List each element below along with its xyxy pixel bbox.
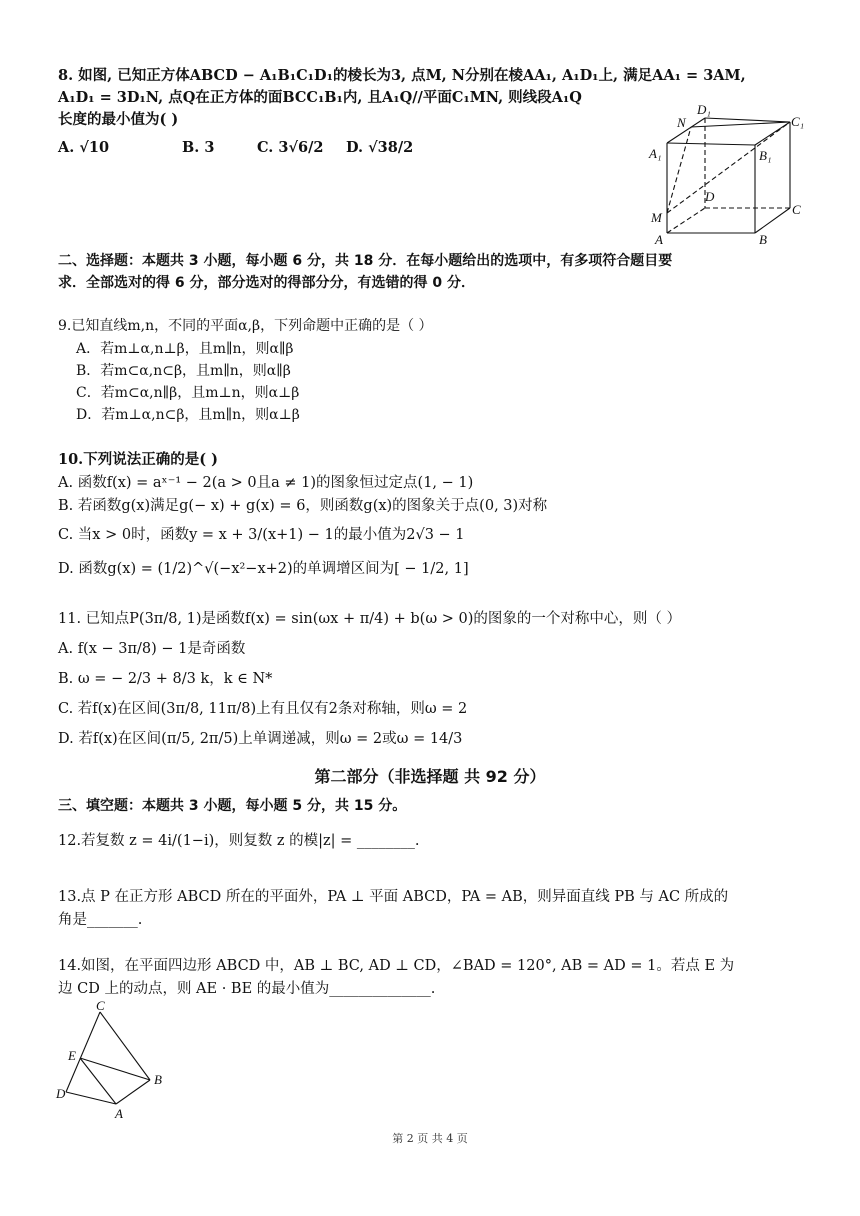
q11-option-a: A. f(x − 3π/8) − 1是奇函数 xyxy=(58,641,246,657)
q9-option-d: D．若m⊥α,n⊂β，且m∥n，则α⊥β xyxy=(76,407,300,423)
q10-option-a: A. 函数f(x) = aˣ⁻¹ − 2(a > 0且a ≠ 1)的图象恒过定点(1, − 1) xyxy=(58,475,474,491)
cube-label-c1: C₁ xyxy=(791,114,805,129)
cube-label-a: A xyxy=(655,232,663,247)
q9-option-a: A．若m⊥α,n⊥β，且m∥n，则α∥β xyxy=(76,341,294,357)
cube-label-b: B xyxy=(759,232,767,247)
part2-title: 第二部分（非选择题 共 92 分） xyxy=(314,767,546,786)
q8-option-c: C. 3√6/2 xyxy=(257,139,324,156)
cube-label-b1: B₁ xyxy=(759,148,772,163)
quad-label-a: A xyxy=(115,1106,123,1121)
quad-label-c: C xyxy=(96,998,105,1013)
cube-label-d1: D₁ xyxy=(697,102,711,117)
q9-stem: 9.已知直线m,n，不同的平面α,β，下列命题中正确的是（ ） xyxy=(58,318,433,334)
q10-stem: 10.下列说法正确的是( ) xyxy=(58,451,218,468)
q8-option-b: B. 3 xyxy=(182,139,215,156)
cube-figure xyxy=(645,98,815,248)
q14-line1: 14.如图，在平面四边形 ABCD 中，AB ⊥ BC, AD ⊥ CD，∠BAD = 120°, AB = AD = 1。若点 E 为 xyxy=(58,958,735,974)
q13-line1: 13.点 P 在正方形 ABCD 所在的平面外，PA ⊥ 平面 ABCD，PA = AB，则异面直线 PB 与 AC 所成的 xyxy=(58,889,729,905)
quadrilateral-figure xyxy=(52,998,182,1123)
q9-option-c: C．若m⊂α,n∥β，且m⊥n，则α⊥β xyxy=(76,385,300,401)
q11-option-d: D. 若f(x)在区间(π/5, 2π/5)上单调递减，则ω = 2或ω = 14/3 xyxy=(58,731,463,747)
q14-line2: 边 CD 上的动点，则 AE · BE 的最小值为______________. xyxy=(58,981,436,997)
cube-label-m: M xyxy=(651,210,662,225)
q11-option-c: C. 若f(x)在区间(3π/8, 11π/8)上有且仅有2条对称轴，则ω = 2 xyxy=(58,701,468,717)
q13-line2: 角是_______. xyxy=(58,912,143,928)
q8-line1: 8. 如图, 已知正方体ABCD − A₁B₁C₁D₁的棱长为3, 点M, N分别在棱AA₁, A₁D₁上, 满足AA₁ = 3AM, xyxy=(58,67,746,84)
cube-label-a1: A₁ xyxy=(649,146,662,161)
quad-label-d: D xyxy=(56,1086,66,1101)
q9-option-b: B．若m⊂α,n⊂β，且m∥n，则α∥β xyxy=(76,363,291,379)
q8-option-a: A. √10 xyxy=(58,139,110,156)
q8-option-d: D. √38/2 xyxy=(346,139,414,156)
section3-title: 三、填空题：本题共 3 小题，每小题 5 分，共 15 分。 xyxy=(58,798,407,814)
q8-line2: A₁D₁ = 3D₁N, 点Q在正方体的面BCC₁B₁内, 且A₁Q//平面C₁MN, 则线段A₁Q xyxy=(58,89,582,106)
quad-label-b: B xyxy=(154,1072,162,1087)
q11-option-b: B. ω = − 2/3 + 8/3 k，k ∈ N* xyxy=(58,671,273,687)
section2-line2: 求．全部选对的得 6 分，部分选对的得部分分，有选错的得 0 分． xyxy=(58,275,475,291)
cube-label-c: C xyxy=(792,202,801,217)
section2-line1: 二、选择题：本题共 3 小题，每小题 6 分，共 18 分．在每小题给出的选项中，有多项符合题目要 xyxy=(58,253,673,269)
q10-option-d: D. 函数g(x) = (1/2)^√(−x²−x+2)的单调增区间为[ − 1/2, 1] xyxy=(58,561,469,577)
page-footer: 第 2 页 共 4 页 xyxy=(392,1132,468,1145)
q8-line3: 长度的最小值为( ) xyxy=(58,111,179,128)
q10-option-c: C. 当x > 0时，函数y = x + 3/(x+1) − 1的最小值为2√3 − 1 xyxy=(58,527,465,543)
q12-text: 12.若复数 z = 4i/(1−i)，则复数 z 的模|z| = ________. xyxy=(58,833,420,849)
q10-option-b: B. 若函数g(x)满足g(− x) + g(x) = 6，则函数g(x)的图象关于点(0, 3)对称 xyxy=(58,498,548,514)
cube-label-n: N xyxy=(677,115,686,130)
cube-label-d: D xyxy=(705,189,715,204)
quad-label-e: E xyxy=(68,1048,76,1063)
q11-stem: 11. 已知点P(3π/8, 1)是函数f(x) = sin(ωx + π/4) + b(ω > 0)的图象的一个对称中心，则（ ） xyxy=(58,611,682,627)
